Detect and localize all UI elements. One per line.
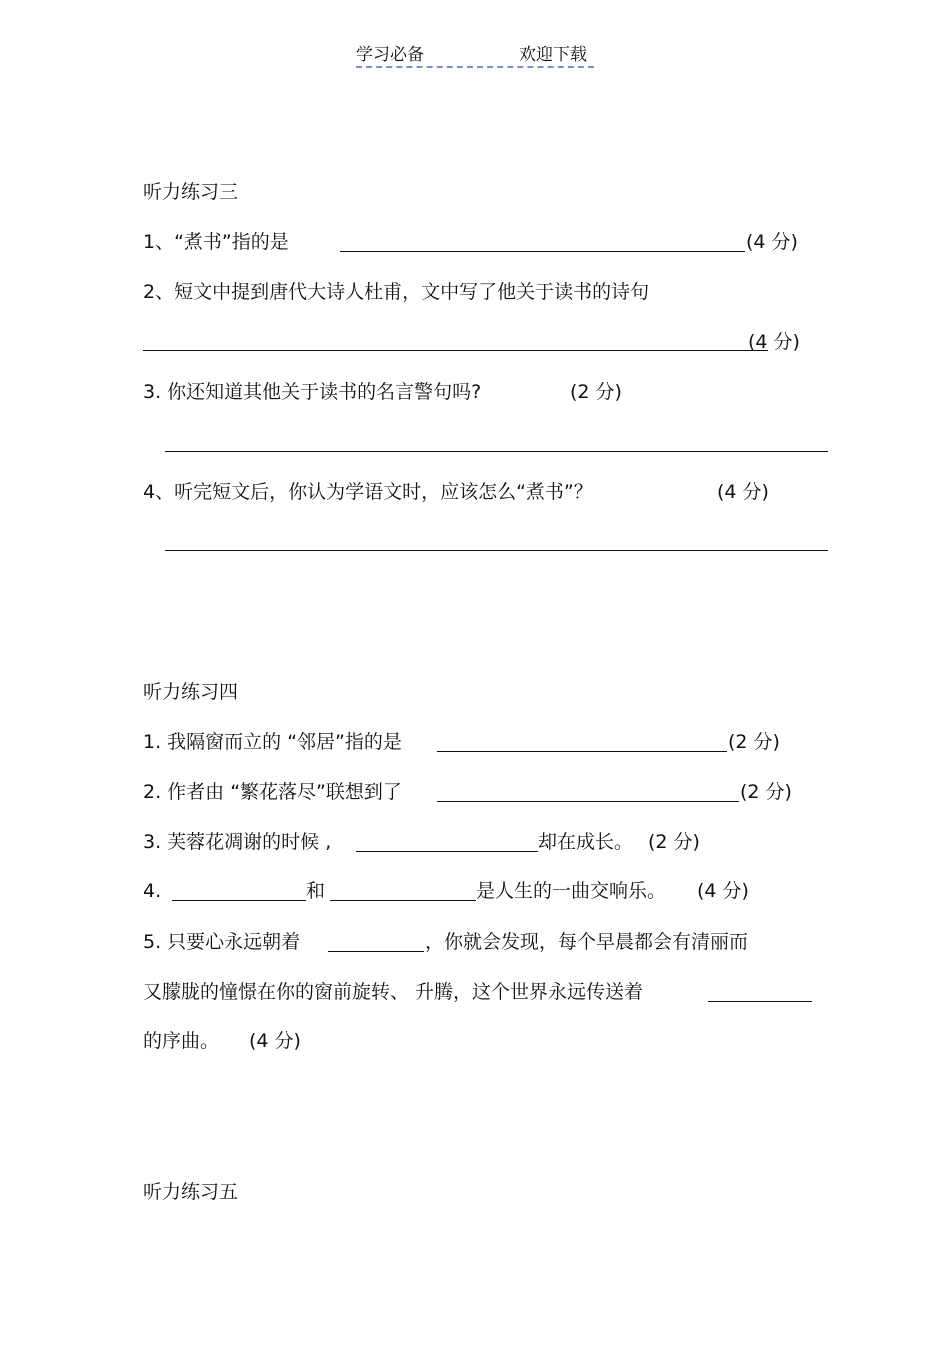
section3-q3-answer-line[interactable] xyxy=(165,451,828,452)
section3-q1 xyxy=(143,230,289,254)
section4-q5-blank1[interactable] xyxy=(328,951,424,952)
section4-q2-score: (2 分) xyxy=(740,781,792,803)
section4-q5-line2-prefix: 又朦胧的憧憬在你的窗前旋转、 升腾，这个世界永远传送着 xyxy=(143,981,644,1003)
page-header xyxy=(356,40,594,68)
section3-q1-blank[interactable] xyxy=(340,251,745,252)
section4-q5-line1-suffix: ，你就会发现，每个早晨都会有清丽而 xyxy=(425,931,749,953)
section4-q3-prefix: 3. 芙蓉花凋谢的时候 , xyxy=(143,831,332,853)
section3-q4-answer-line[interactable] xyxy=(165,550,828,551)
section4-q3-blank[interactable] xyxy=(356,851,538,852)
section4-q5-blank2[interactable] xyxy=(708,1001,812,1002)
section3-q3-text: 3. 你还知道其他关于读书的名言警句吗? xyxy=(143,381,482,403)
section3-title: 听力练习三 xyxy=(143,181,239,203)
section4-q2-text: 2. 作者由 “繁花落尽”联想到了 xyxy=(143,781,402,803)
section3-q1-text: 1、“煮书”指的是 xyxy=(143,231,289,253)
header-left-text: 学习必备 xyxy=(356,45,424,65)
section3-q2-blank[interactable] xyxy=(143,350,768,351)
section3-q2-score: (4 分) xyxy=(748,331,800,353)
section4-q3-suffix: 却在成长。 xyxy=(538,831,634,853)
section4-q4-blank1[interactable] xyxy=(172,900,306,901)
section4-q1-blank[interactable] xyxy=(437,751,727,752)
section4-q5-line1-prefix: 5. 只要心永远朝着 xyxy=(143,931,301,953)
section4-q4-suffix: 是人生的一曲交响乐。 xyxy=(476,880,667,902)
section4-q1-text: 1. 我隔窗而立的 “邻居”指的是 xyxy=(143,731,402,753)
section4-q4-score: (4 分) xyxy=(697,880,749,902)
section4-q2-blank[interactable] xyxy=(437,801,739,802)
section3-q4-score: (4 分) xyxy=(717,481,769,503)
section4-q5-line3: 的序曲。 xyxy=(143,1030,220,1052)
section4-q4-middle: 和 xyxy=(306,880,326,902)
section3-q3-score: (2 分) xyxy=(570,381,622,403)
section3-q1-score: (4 分) xyxy=(746,231,798,253)
section4-q1-score: (2 分) xyxy=(728,731,780,753)
section4-q5-score: (4 分) xyxy=(249,1030,301,1052)
section4-q4-blank2[interactable] xyxy=(330,900,476,901)
section5-title: 听力练习五 xyxy=(143,1181,239,1203)
section3-q2-text: 2、短文中提到唐代大诗人杜甫，文中写了他关于读书的诗句 xyxy=(143,281,650,303)
section4-title: 听力练习四 xyxy=(143,681,239,703)
section4-q3-score: (2 分) xyxy=(648,831,700,853)
section4-q4-prefix: 4. xyxy=(143,880,162,902)
header-right-text: 欢迎下载 xyxy=(519,45,587,65)
section3-q4-text: 4、听完短文后，你认为学语文时，应该怎么“煮书”？ xyxy=(143,481,593,503)
